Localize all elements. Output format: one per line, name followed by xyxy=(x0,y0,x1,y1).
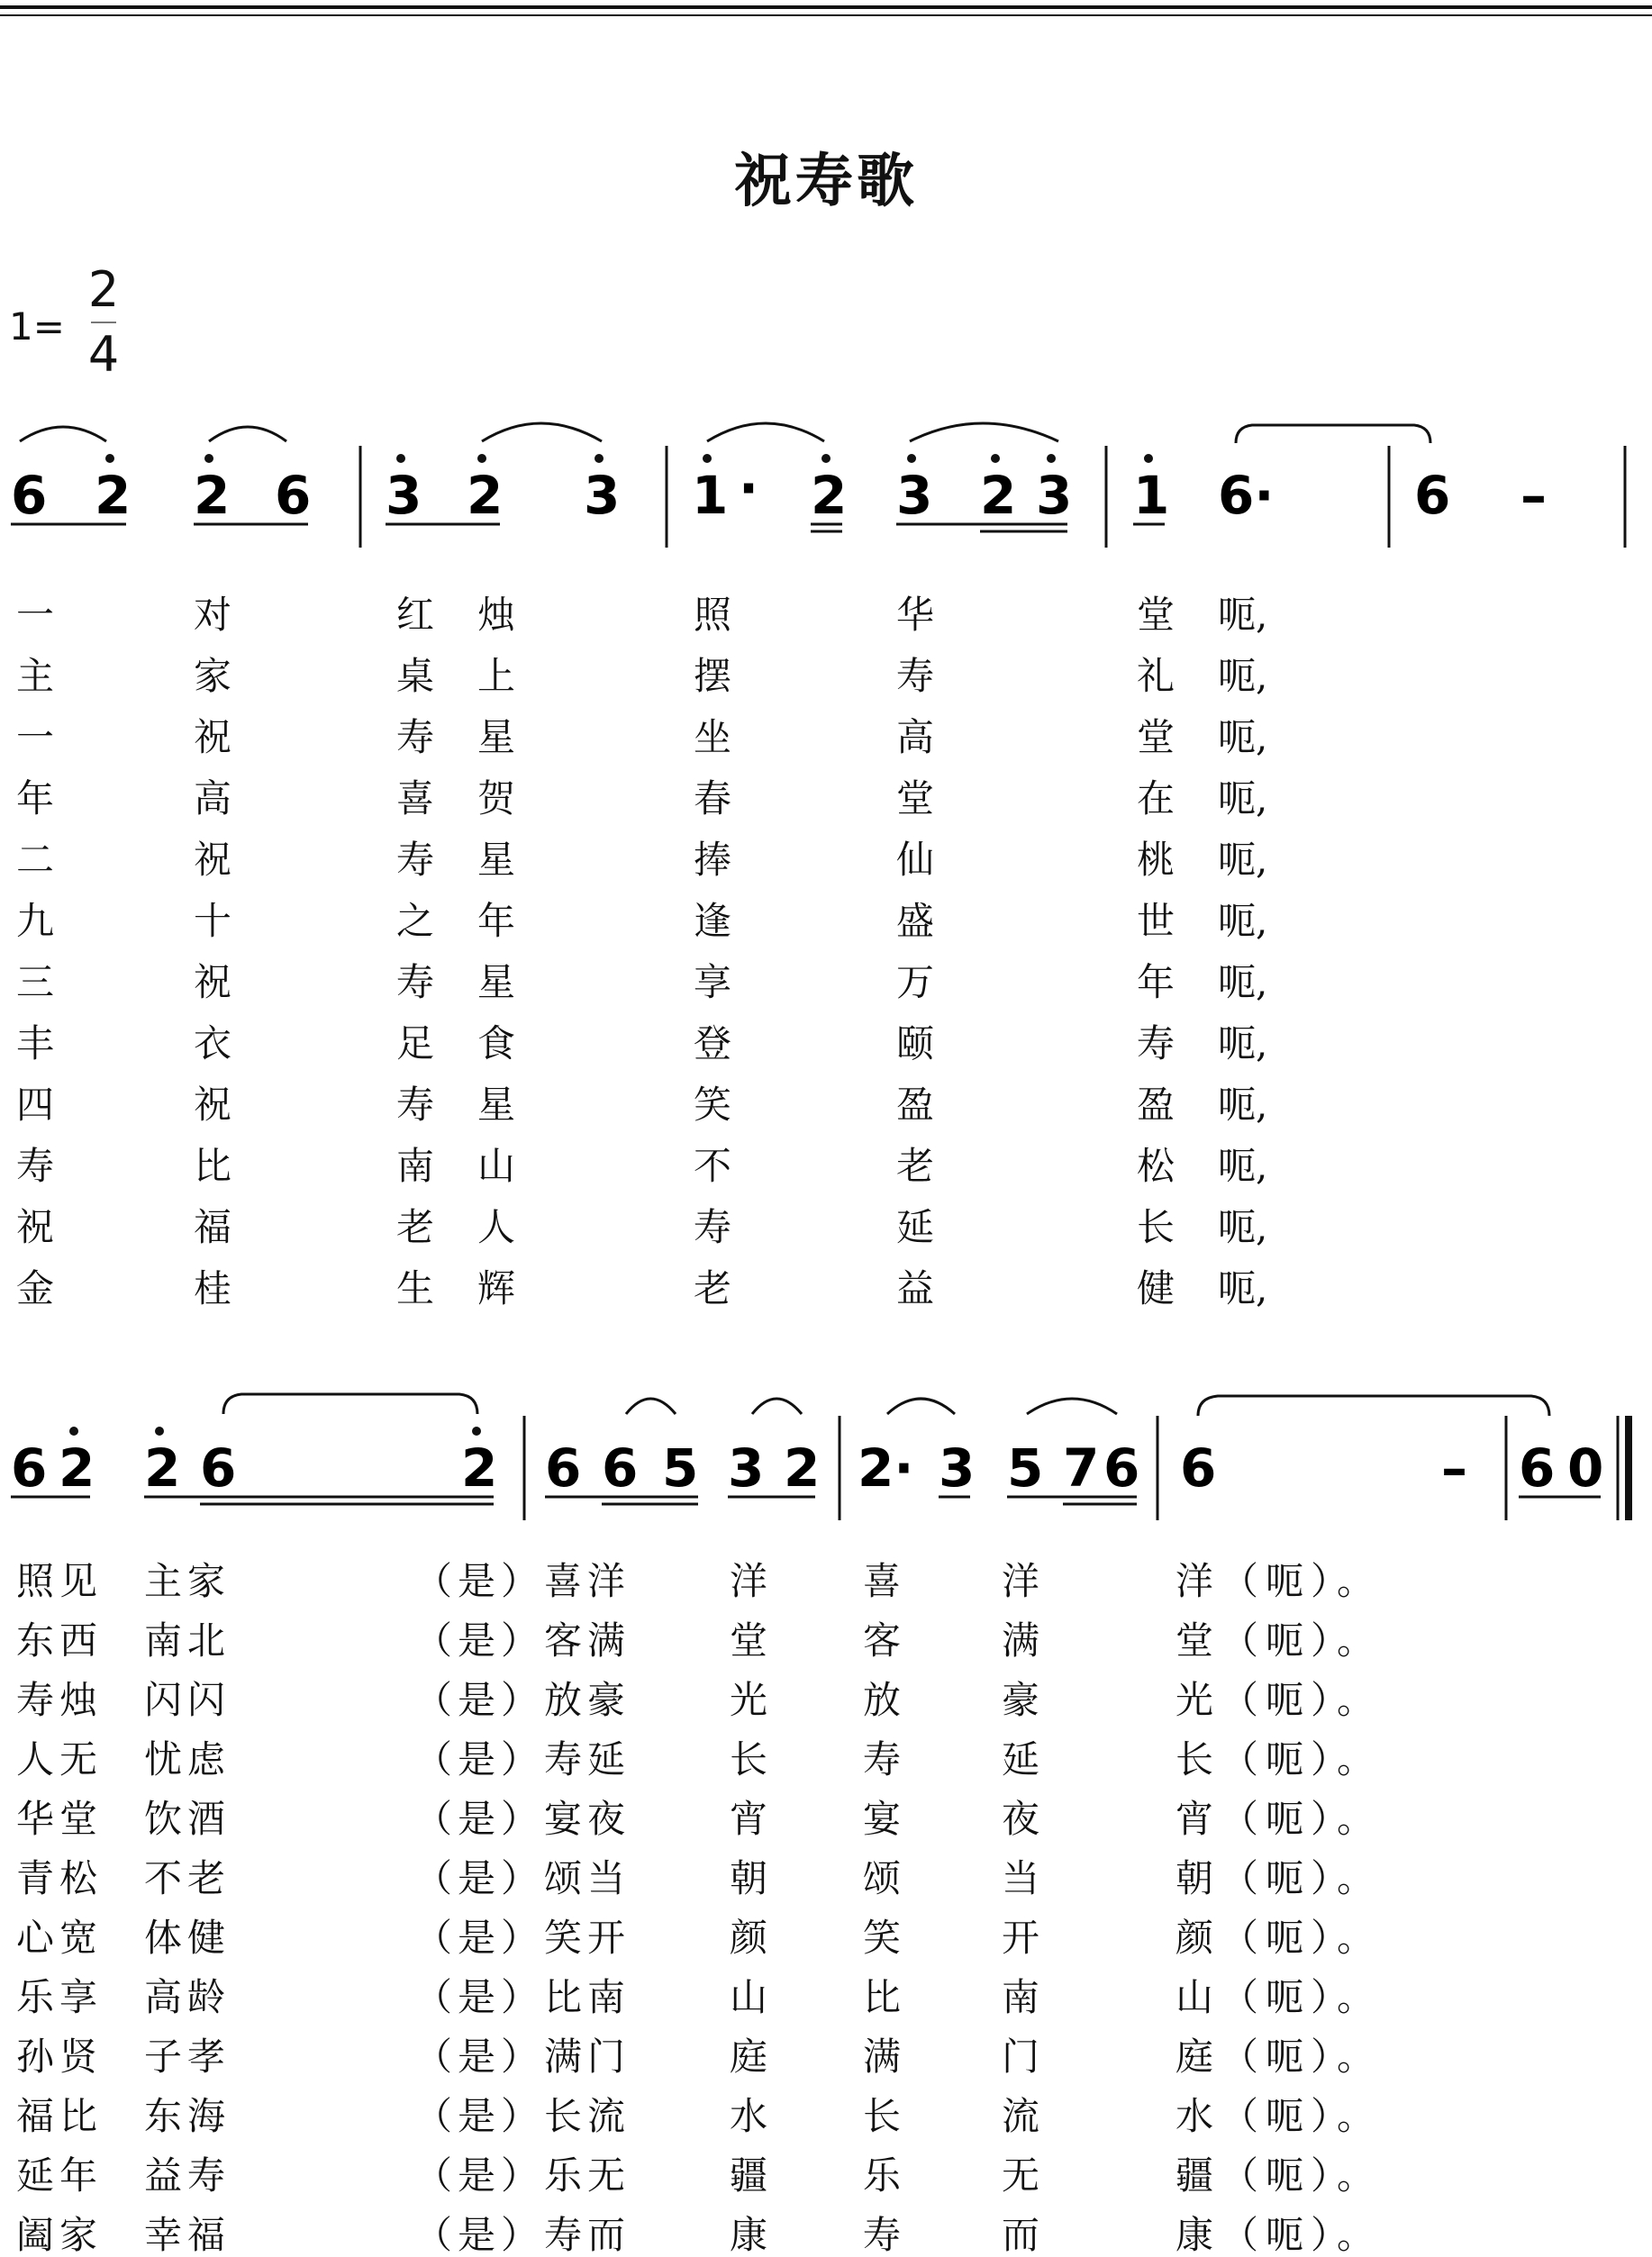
lyric-syllable: 朝 xyxy=(730,1856,768,1900)
lyric-syllable: 阖家 xyxy=(16,2213,104,2257)
lyric-syllable: 山 xyxy=(730,1975,768,2019)
note: 1 xyxy=(692,465,729,526)
page-title: 祝寿歌 xyxy=(734,148,918,215)
tie xyxy=(1198,1396,1549,1416)
lyric-syllable: （是）颂当 xyxy=(414,1856,631,1900)
lyric-syllable: 登 xyxy=(694,1021,732,1065)
lyric-syllable: 宵 xyxy=(730,1797,768,1841)
lyric-syllable: 贺 xyxy=(477,776,516,820)
lyric-syllable: 人无 xyxy=(16,1737,104,1781)
lyric-syllable: 不 xyxy=(694,1144,732,1188)
lyric-syllable: 呃, xyxy=(1218,593,1268,637)
dash-extension: – xyxy=(1441,1437,1467,1499)
lyric-syllable: 堂（呃）。 xyxy=(1175,1618,1383,1663)
lyric-syllable: 洋（呃）。 xyxy=(1175,1559,1383,1603)
note: 6 xyxy=(545,1437,582,1499)
lyric-syllable: 孙贤 xyxy=(16,2035,104,2079)
lyric-syllable: 呃, xyxy=(1218,1205,1268,1249)
lyric-syllable: 食 xyxy=(477,1021,516,1065)
lyric-syllable: 祝 xyxy=(194,838,232,882)
lyric-syllable: （是）比南 xyxy=(414,1975,631,2019)
lyric-syllable: 堂 xyxy=(896,776,935,820)
lyric-syllable: 堂 xyxy=(730,1618,768,1663)
lyric-syllable: 康（呃）。 xyxy=(1175,2213,1383,2257)
lyric-syllable: 在 xyxy=(1137,776,1175,820)
note: 3 xyxy=(896,465,933,526)
lyric-syllable: 呃, xyxy=(1218,654,1268,698)
time-signature-top: 2 xyxy=(87,261,120,318)
lyric-syllable: 摆 xyxy=(694,654,732,698)
lyric-syllable: 老 xyxy=(694,1266,732,1310)
lyric-syllable: 三 xyxy=(16,960,55,1004)
lyric-syllable: 延 xyxy=(896,1205,935,1249)
lyric-syllable: 主 xyxy=(16,654,55,698)
note: 3 xyxy=(386,465,422,526)
lyric-syllable: 喜 xyxy=(863,1559,902,1603)
lyric-syllable: 延年 xyxy=(16,2153,104,2198)
lyric-syllable: 呃, xyxy=(1218,1266,1268,1310)
lyric-syllable: 夜 xyxy=(1002,1797,1040,1841)
note: 2 xyxy=(811,465,848,526)
lyric-syllable: 丰 xyxy=(16,1021,55,1065)
lyric-syllable: 忧虑 xyxy=(144,1737,231,1781)
lyric-syllable: 朝（呃）。 xyxy=(1175,1856,1383,1900)
lyric-syllable: 上 xyxy=(477,654,516,698)
note: 2 xyxy=(784,1437,821,1499)
lyric-syllable: 寿 xyxy=(396,1083,435,1127)
lyric-syllable: 祝 xyxy=(194,715,232,759)
note: 2 xyxy=(461,1437,498,1499)
lyric-syllable: 体健 xyxy=(144,1916,231,1960)
lyric-syllable: 世 xyxy=(1137,899,1175,943)
lyric-syllable: 闪闪 xyxy=(144,1678,231,1722)
lyric-syllable: 健 xyxy=(1137,1266,1175,1310)
lyric-syllable: 庭 xyxy=(730,2035,768,2079)
final-barline-thick xyxy=(1625,1416,1632,1520)
note: 6 xyxy=(1519,1437,1556,1499)
lyric-syllable: 老 xyxy=(896,1144,935,1188)
lyric-syllable: 高 xyxy=(194,776,232,820)
note: 5 xyxy=(1007,1437,1044,1499)
slur xyxy=(626,1399,676,1414)
lyric-syllable: （是）乐无 xyxy=(414,2153,631,2198)
lyric-syllable: 呃, xyxy=(1218,715,1268,759)
lyric-syllable: 呃, xyxy=(1218,1083,1268,1127)
lyric-syllable: 宴 xyxy=(863,1797,902,1841)
lyric-syllable: 放 xyxy=(863,1678,902,1722)
lyric-syllable: 春 xyxy=(694,776,732,820)
lyric-syllable: 之 xyxy=(396,899,435,943)
lyric-syllable: 长 xyxy=(1137,1205,1175,1249)
lyric-syllable: 南北 xyxy=(144,1618,231,1663)
lyric-syllable: 山 xyxy=(477,1144,516,1188)
lyric-syllable: 高龄 xyxy=(144,1975,231,2019)
octave-dot xyxy=(472,1427,481,1436)
lyric-syllable: 寿 xyxy=(863,1737,902,1781)
lyric-syllable: 高 xyxy=(896,715,935,759)
lyric-syllable: 堂 xyxy=(1137,715,1175,759)
note: 3 xyxy=(728,1437,765,1499)
note: 6 xyxy=(11,465,48,526)
lyric-syllable: 华堂 xyxy=(16,1797,104,1841)
note: 1 xyxy=(1133,465,1170,526)
lyric-syllable: 照见 xyxy=(16,1559,104,1603)
lyric-syllable: 康 xyxy=(730,2213,768,2257)
lyric-syllable: 金 xyxy=(16,1266,55,1310)
note: 5 xyxy=(662,1437,699,1499)
lyric-syllable: 流 xyxy=(1002,2094,1040,2138)
note: 2 xyxy=(194,465,231,526)
note: 2· xyxy=(858,1437,914,1499)
lyric-syllable: 逢 xyxy=(694,899,732,943)
note: 6 xyxy=(1103,1437,1140,1499)
lyric-syllable: 水（呃）。 xyxy=(1175,2094,1383,2138)
lyric-syllable: 乐 xyxy=(863,2153,902,2198)
lyric-syllable: 乐享 xyxy=(16,1975,104,2019)
lyric-syllable: 年 xyxy=(477,899,516,943)
lyric-syllable: 照 xyxy=(694,593,732,637)
lyric-syllable: 寿 xyxy=(16,1144,55,1188)
note: 6 xyxy=(275,465,312,526)
note: 2 xyxy=(980,465,1017,526)
lyric-syllable: （是）寿而 xyxy=(414,2213,631,2257)
lyric-syllable: 九 xyxy=(16,899,55,943)
lyric-syllable: 堂 xyxy=(1137,593,1175,637)
lyric-syllable: （是）笑开 xyxy=(414,1916,631,1960)
note: 6 xyxy=(11,1437,48,1499)
lyric-syllable: 比 xyxy=(863,1975,902,2019)
lyric-syllable: 呃, xyxy=(1218,838,1268,882)
lyric-syllable: 呃, xyxy=(1218,1144,1268,1188)
lyric-syllable: 仙 xyxy=(896,838,935,882)
lyric-syllable: 福比 xyxy=(16,2094,104,2138)
lyric-syllable: 一 xyxy=(16,593,55,637)
lyric-syllable: 星 xyxy=(477,838,516,882)
lyric-syllable: 宵（呃）。 xyxy=(1175,1797,1383,1841)
lyric-syllable: 寿 xyxy=(396,960,435,1004)
note: 6 xyxy=(200,1437,237,1499)
dash-extension: – xyxy=(1520,465,1547,526)
lyric-syllable: 坐 xyxy=(694,715,732,759)
note: 3 xyxy=(939,1437,976,1499)
lyric-syllable: 桂 xyxy=(194,1266,232,1310)
lyric-syllable: 满 xyxy=(1002,1618,1040,1663)
lyric-syllable: 光（呃）。 xyxy=(1175,1678,1383,1722)
lyric-syllable: 星 xyxy=(477,715,516,759)
note: 2 xyxy=(144,1437,181,1499)
lyric-syllable: 疆（呃）。 xyxy=(1175,2153,1383,2198)
lyric-syllable: 东西 xyxy=(16,1618,104,1663)
lyric-syllable: 祝 xyxy=(194,960,232,1004)
key-signature: 1= xyxy=(9,304,65,349)
lyric-syllable: 当 xyxy=(1002,1856,1040,1900)
lyric-syllable: 主家 xyxy=(144,1559,231,1603)
lyric-syllable: 十 xyxy=(194,899,232,943)
lyric-syllable: 二 xyxy=(16,838,55,882)
lyric-syllable: 不老 xyxy=(144,1856,231,1900)
lyric-syllable: 烛 xyxy=(477,593,516,637)
octave-dot xyxy=(155,1427,164,1436)
lyric-syllable: 呃, xyxy=(1218,776,1268,820)
lyric-syllable: 星 xyxy=(477,1083,516,1127)
lyric-syllable: 庭（呃）。 xyxy=(1175,2035,1383,2079)
lyric-syllable: 老 xyxy=(396,1205,435,1249)
note: 7 xyxy=(1063,1437,1100,1499)
lyric-syllable: 益 xyxy=(896,1266,935,1310)
lyric-syllable: 洋 xyxy=(730,1559,768,1603)
lyric-syllable: 万 xyxy=(896,960,935,1004)
lyric-syllable: 呃, xyxy=(1218,899,1268,943)
lyric-syllable: 长 xyxy=(730,1737,768,1781)
lyric-syllable: 祝 xyxy=(194,1083,232,1127)
lyric-syllable: 寿烛 xyxy=(16,1678,104,1722)
lyric-syllable: （是）长流 xyxy=(414,2094,631,2138)
lyric-syllable: 华 xyxy=(896,593,935,637)
lyric-syllable: （是）喜洋 xyxy=(414,1559,631,1603)
lyric-syllable: 比 xyxy=(194,1144,232,1188)
lyric-syllable: 盛 xyxy=(896,899,935,943)
lyric-syllable: （是）放豪 xyxy=(414,1678,631,1722)
lyric-syllable: 颂 xyxy=(863,1856,902,1900)
lyric-syllable: 呃, xyxy=(1218,960,1268,1004)
lyric-syllable: 而 xyxy=(1002,2213,1040,2257)
lyric-syllable: 心宽 xyxy=(16,1916,104,1960)
lyric-syllable: 水 xyxy=(730,2094,768,2138)
lyric-syllable: 寿 xyxy=(896,654,935,698)
note: 3 xyxy=(584,465,621,526)
lyric-syllable: 幸福 xyxy=(144,2213,231,2257)
lyric-syllable: 对 xyxy=(194,593,232,637)
lyric-syllable: 喜 xyxy=(396,776,435,820)
note: 6 xyxy=(602,1437,639,1499)
lyric-syllable: 寿 xyxy=(396,715,435,759)
lyric-syllable: 一 xyxy=(16,715,55,759)
lyric-syllable: 颐 xyxy=(896,1021,935,1065)
note: 2 xyxy=(95,465,132,526)
lyric-syllable: 南 xyxy=(1002,1975,1040,2019)
lyric-syllable: 星 xyxy=(477,960,516,1004)
lyric-syllable: 延 xyxy=(1002,1737,1040,1781)
lyric-syllable: 豪 xyxy=(1002,1678,1040,1722)
lyric-syllable: 生 xyxy=(396,1266,435,1310)
lyric-syllable: 开 xyxy=(1002,1916,1040,1960)
lyric-syllable: 松 xyxy=(1137,1144,1175,1188)
lyric-syllable: （是）寿延 xyxy=(414,1737,631,1781)
lyric-syllable: 家 xyxy=(194,654,232,698)
slur xyxy=(752,1399,802,1414)
lyric-syllable: 子孝 xyxy=(144,2035,231,2079)
lyric-syllable: 颜（呃）。 xyxy=(1175,1916,1383,1960)
note: 6 xyxy=(1180,1437,1217,1499)
lyric-syllable: 红 xyxy=(396,593,435,637)
lyric-syllable: 足 xyxy=(396,1021,435,1065)
lyric-syllable: 呃, xyxy=(1218,1021,1268,1065)
note: 2 xyxy=(59,1437,95,1499)
lyric-syllable: 寿 xyxy=(694,1205,732,1249)
lyric-syllable: 福 xyxy=(194,1205,232,1249)
lyric-syllable: 盈 xyxy=(1137,1083,1175,1127)
lyric-syllable: 饮酒 xyxy=(144,1797,231,1841)
lyric-syllable: 南 xyxy=(396,1144,435,1188)
slur xyxy=(887,1399,955,1414)
lyric-syllable: 年 xyxy=(16,776,55,820)
lyric-syllable: 衣 xyxy=(194,1021,232,1065)
lyric-syllable: 无 xyxy=(1002,2153,1040,2198)
lyric-syllable: 满 xyxy=(863,2035,902,2079)
lyric-syllable: 东海 xyxy=(144,2094,231,2138)
lyric-syllable: 人 xyxy=(477,1205,516,1249)
lyric-syllable: 益寿 xyxy=(144,2153,231,2198)
dot-augmentation: · xyxy=(739,458,759,519)
lyric-syllable: 洋 xyxy=(1002,1559,1040,1603)
lyric-syllable: （是）客满 xyxy=(414,1618,631,1663)
note: 3 xyxy=(1036,465,1073,526)
lyric-syllable: 门 xyxy=(1002,2035,1040,2079)
note: 6 xyxy=(1414,465,1451,526)
lyric-syllable: 寿 xyxy=(1137,1021,1175,1065)
lyric-syllable: （是）满门 xyxy=(414,2035,631,2079)
lyric-syllable: 颜 xyxy=(730,1916,768,1960)
note: 2 xyxy=(467,465,504,526)
lyric-syllable: 青松 xyxy=(16,1856,104,1900)
note: 6· xyxy=(1218,465,1275,526)
lyric-syllable: 笑 xyxy=(863,1916,902,1960)
lyric-syllable: 桃 xyxy=(1137,838,1175,882)
rest: 0 xyxy=(1567,1437,1604,1499)
lyric-syllable: 辉 xyxy=(477,1266,516,1310)
lyric-syllable: 四 xyxy=(16,1083,55,1127)
lyric-syllable: 桌 xyxy=(396,654,435,698)
lyric-syllable: 盈 xyxy=(896,1083,935,1127)
lyric-syllable: 光 xyxy=(730,1678,768,1722)
lyric-syllable: 寿 xyxy=(863,2213,902,2257)
lyric-syllable: （是）宴夜 xyxy=(414,1797,631,1841)
lyric-syllable: 享 xyxy=(694,960,732,1004)
lyric-syllable: 疆 xyxy=(730,2153,768,2198)
lyric-syllable: 礼 xyxy=(1137,654,1175,698)
lyric-syllable: 山（呃）。 xyxy=(1175,1975,1383,2019)
slur xyxy=(1027,1399,1117,1414)
lyric-syllable: 捧 xyxy=(694,838,732,882)
lyric-syllable: 客 xyxy=(863,1618,902,1663)
lyric-syllable: 寿 xyxy=(396,838,435,882)
lyric-syllable: 年 xyxy=(1137,960,1175,1004)
lyric-syllable: 长 xyxy=(863,2094,902,2138)
lyric-syllable: 长（呃）。 xyxy=(1175,1737,1383,1781)
octave-dot xyxy=(69,1427,78,1436)
lyric-syllable: 祝 xyxy=(16,1205,55,1249)
tie xyxy=(223,1394,477,1414)
time-signature-bottom: 4 xyxy=(87,326,120,383)
lyric-syllable: 笑 xyxy=(694,1083,732,1127)
